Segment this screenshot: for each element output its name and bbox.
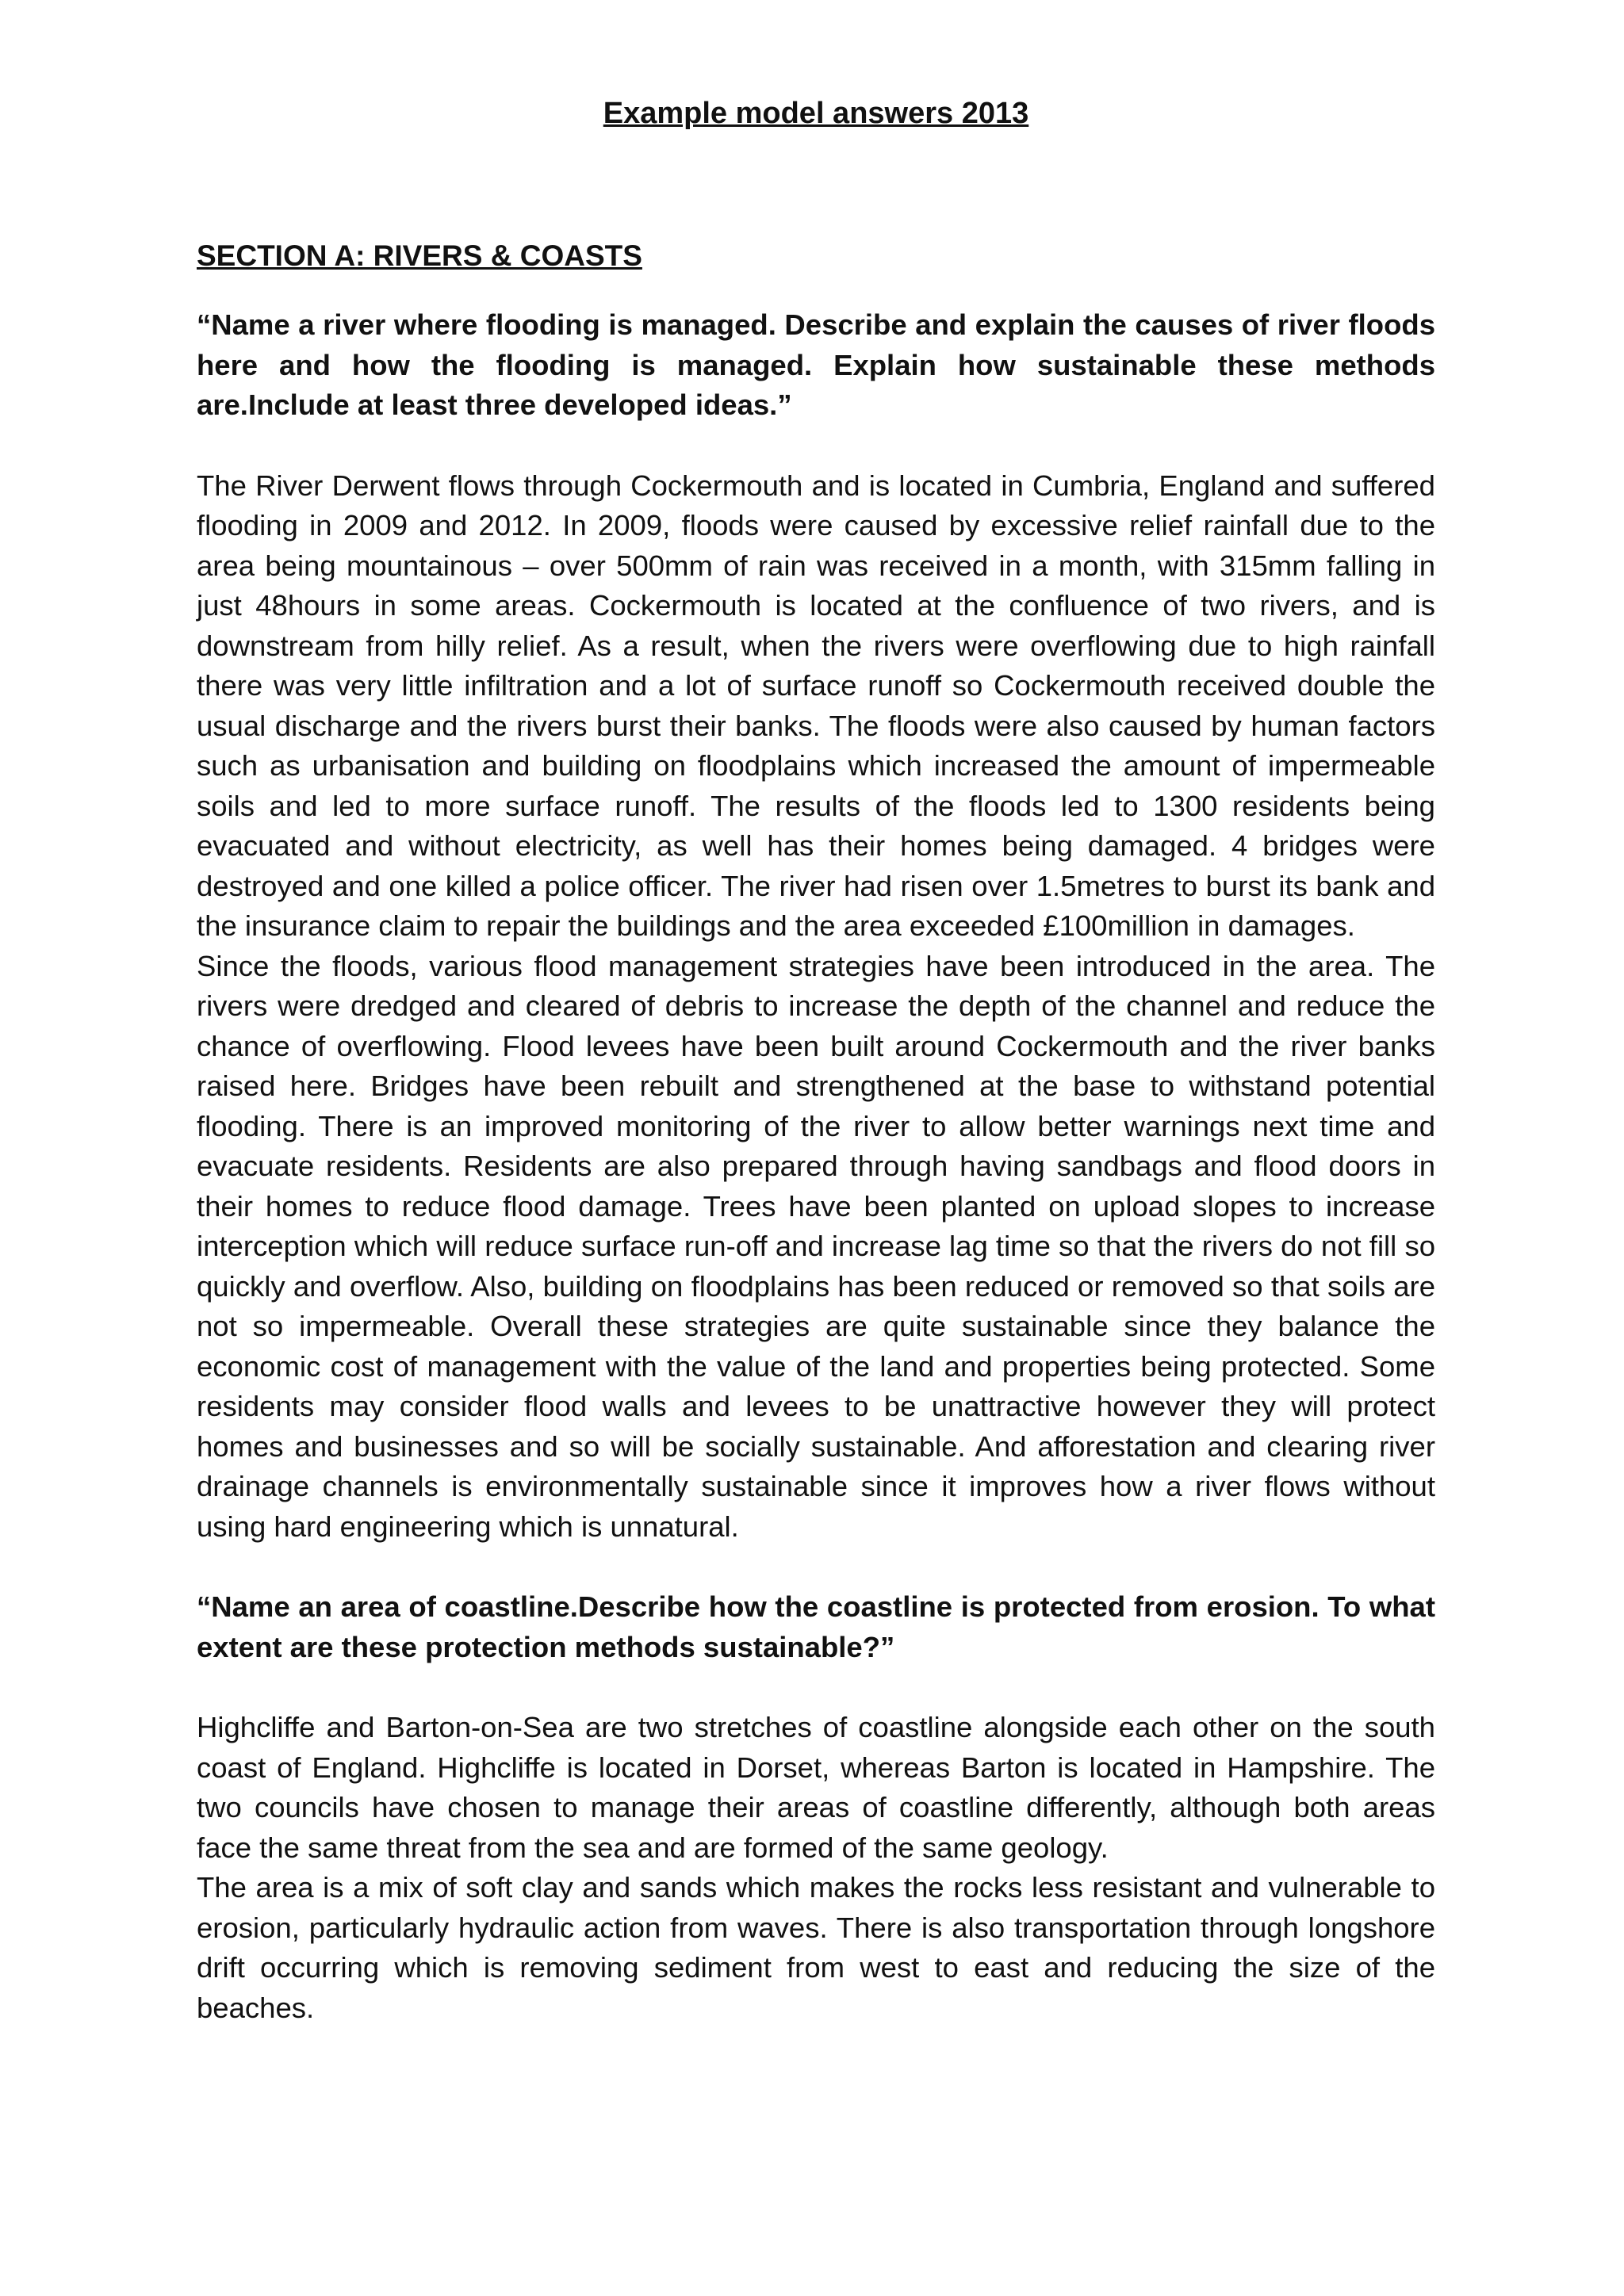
answer-1-paragraph-2: Since the floods, various flood management strategies have been introduced in the area. The rivers were dredged and cleared of debris to increase the depth of the channel and reduce the chance of overflowing. Flood levees have been built around Cockermouth and the river banks raised here. Bridges have been rebuilt and strengthened at the base to withstand potential flooding. There is an improved monitoring of the river to allow better warnings next time and evacuate residents. Residents are also prepared through having sandbags and flood doors in their homes to reduce flood damage. Trees have been planted on upload slopes to increase interception which will reduce surface run-off and increase lag time so that the rivers do not fill so quickly and overflow. Also, building on floodplains has been reduced or removed so that soils are not so impermeable. Overall these strategies are quite sustainable since they balance the economic cost of management with the value of the land and properties being protected. Some residents may consider flood walls and levees to be unattractive however they will protect homes and businesses and so will be socially sustainable. And afforestation and clearing river drainage channels is environmentally sustainable since it improves how a river flows without using hard engineering which is unnatural. — [197, 949, 1435, 1543]
document-title: Example model answers 2013 — [603, 97, 1029, 130]
page-content — [197, 94, 1435, 2028]
section-heading: SECTION A: RIVERS & COASTS — [197, 239, 642, 272]
question-1: “Name a river where flooding is managed. Describe and explain the causes of river floods here and how the flooding is managed. Explain how sustainable these methods are.Include at least three developed ideas.” — [197, 308, 1435, 421]
answer-1-paragraph-1: The River Derwent flows through Cockermouth and is located in Cumbria, England and suffered flooding in 2009 and 2012. In 2009, floods were caused by excessive relief rainfall due to the area being mountainous – over 500mm of rain was received in a month, with 315mm falling in just 48hours in some areas. Cockermouth is located at the confluence of two rivers, and is downstream from hilly relief. As a result, when the rivers were overflowing due to high rainfall there was very little infiltration and a lot of surface runoff so Cockermouth received double the usual discharge and the rivers burst their banks. The floods were also caused by human factors such as urbanisation and building on floodplains which increased the amount of impermeable soils and led to more surface runoff. The results of the floods led to 1300 residents being evacuated and without electricity, as well has their homes being damaged. 4 bridges were destroyed and one killed a police officer. The river had risen over 1.5metres to burst its bank and the insurance claim to repair the buildings and the area exceeded £100million in damages. — [197, 469, 1435, 942]
answer-2-paragraph-1: Highcliffe and Barton-on-Sea are two stretches of coastline alongside each other on the south coast of England. Highcliffe is located in Dorset, whereas Barton is located in Hampshire. The two councils have chosen to manage their areas of coastline differently, although both areas face the same threat from the sea and are formed of the same geology. — [197, 1711, 1435, 1864]
answer-2-paragraph-2: The area is a mix of soft clay and sands which makes the rocks less resistant and vulnerable to erosion, particularly hydraulic action from waves. There is also transportation through longshore drift occurring which is removing sediment from west to east and reducing the size of the beaches. — [197, 1871, 1435, 2024]
question-2: “Name an area of coastline.Describe how the coastline is protected from erosion. To what extent are these protection methods sustainable?” — [197, 1590, 1435, 1663]
